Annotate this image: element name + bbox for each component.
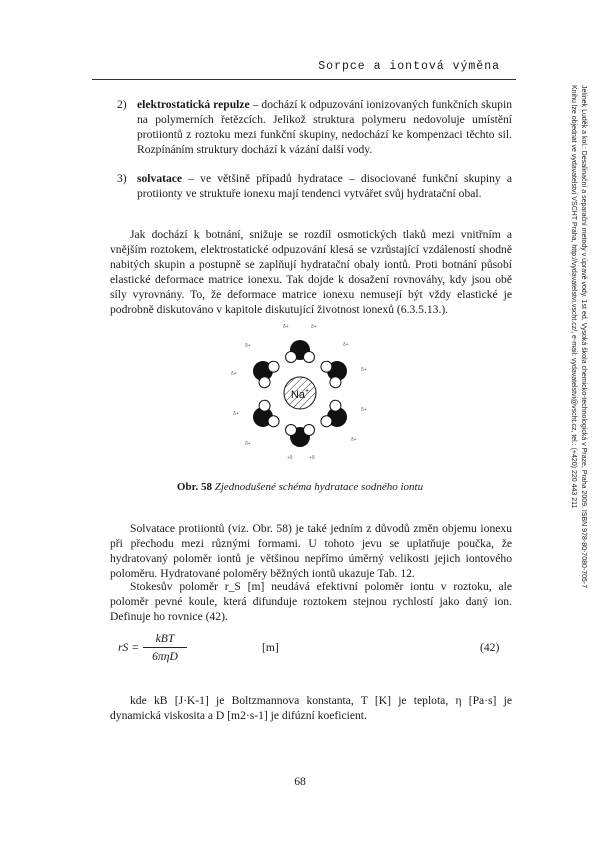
- side-citation: [568, 85, 588, 605]
- water-molecule: [319, 353, 353, 389]
- svg-text:δ+: δ+: [361, 367, 367, 373]
- svg-text:δ+: δ+: [351, 437, 357, 443]
- water-molecule: [286, 425, 315, 448]
- list-text: – ve většině případů hydratace – disociované funkční skupiny a protiionty ve struktuře ionexu mají tendenci vytvářet svůj hydratační obal.: [137, 172, 512, 200]
- svg-text:δ+: δ+: [343, 342, 349, 348]
- list-text: – dochází k odpuzování ionizovaných funkčních skupin na polymerních řetězcích. Jelikož struktura polymeru nedovoluje umístění protiiontů z roztoku mezi funkční skupiny, nedochází ke kompenzaci těchto sil. Rozpínáním struktury dochází k vázání další vody.: [137, 98, 512, 156]
- header-rule: [92, 79, 516, 80]
- water-molecule: [319, 398, 353, 434]
- water-molecule: [286, 340, 315, 363]
- list-term: solvatace: [137, 172, 183, 185]
- hydration-figure: [225, 313, 375, 473]
- svg-text:δ+: δ+: [245, 343, 251, 349]
- svg-text:δ+: δ+: [233, 411, 239, 417]
- figure-caption: [0, 481, 600, 493]
- caption-text: Zjednodušené schéma hydratace sodného iontu: [211, 481, 424, 493]
- paragraph: [110, 579, 512, 624]
- equation-number: (42): [480, 641, 500, 654]
- equation-numerator: kBT: [155, 632, 175, 645]
- caption-label: Obr. 58: [176, 481, 212, 493]
- svg-text:δ+: δ+: [283, 324, 289, 330]
- fraction-bar: [143, 647, 187, 648]
- paragraph: kde kB [J·K-1] je Boltzmannova konstanta, T [K] je teplota, η [Pa·s] je dynamická viskosita a D [m2·s-1] je difúzní koeficient.: [110, 694, 512, 722]
- paragraph-text: Stokesův poloměr r_S [m] neudává efektivní poloměr iontu v roztoku, ale poloměr pevné koule, která difunduje roztokem stejnou rychlostí jako daný ion. Definuje ho rovnice (42).: [110, 580, 512, 623]
- svg-text:δ+: δ+: [231, 371, 237, 377]
- equation-42: [0, 630, 600, 666]
- side-citation-line-2: Knihu lze objednat ve vydavatelství VŠCHT Praha, http://vydavatelstvi.vscht.cz/, e-mail: vydavatelstvi@vscht.cz, tel.: (+420) 220 443 211: [570, 85, 577, 509]
- list-body: [137, 97, 512, 157]
- svg-text:+δ: +δ: [287, 455, 293, 461]
- equation-unit: [m]: [262, 641, 279, 654]
- water-molecule: [247, 398, 281, 434]
- list-term: elektrostatická repulze: [137, 98, 250, 111]
- side-citation-line-1: Jelínek Luděk a kol.: Desalinační a separační metody v úpravě vody. 1st ed. Vysoká škola chemicko-technologická v Praze, Praha 2009. ISBN 978-80-7080-705-7: [580, 85, 587, 589]
- running-header: Sorpce a iontová výměna: [318, 60, 500, 73]
- list-number: 3): [117, 172, 127, 185]
- equation-denominator: 6πηD: [152, 650, 178, 663]
- page-number: 68: [294, 775, 306, 788]
- water-molecule: [247, 353, 281, 389]
- svg-text:δ+: δ+: [311, 324, 317, 330]
- list-number: 2): [117, 98, 127, 111]
- paragraph: Jak dochází k botnání, snižuje se rozdíl osmotických tlaků mezi vnitřním a vnějším roztokem, elektrostatické odpuzování klesá se vzrůstající vzdáleností shodně nabitých skupin a postupně se zaplňují hydratační obaly iontů. Proti botnání působí elastické deformace matrice ionexu. Tak dojde k dosažení rovnováhy, kdy jsou obě síly vyrovnány. To, že deformace matrice ionexu nemusejí být vždy elastické je podrobně diskutováno v kapitole diskutující životnost ionexů (6.3.5.13.).: [110, 228, 512, 316]
- paragraph: Solvatace protiiontů (viz. Obr. 58) je také jedním z důvodů změn objemu ionexu při přechodu mezi různými formami. U tohoto jevu se uplatňuje poučka, že hydratovaný poloměr iontů je většinou nepřímo úměrný velikosti jejich iontového poloměru. Hydratované poloměry běžných iontů ukazuje Tab. 12.: [110, 522, 512, 580]
- ion-label: Na+: [290, 388, 310, 401]
- list-body: [137, 171, 512, 201]
- svg-text:δ+: δ+: [245, 441, 251, 447]
- svg-text:δ+: δ+: [361, 407, 367, 413]
- hydration-diagram: [225, 313, 375, 473]
- svg-text:+δ: +δ: [309, 455, 315, 461]
- equation-lhs: rS =: [118, 641, 140, 654]
